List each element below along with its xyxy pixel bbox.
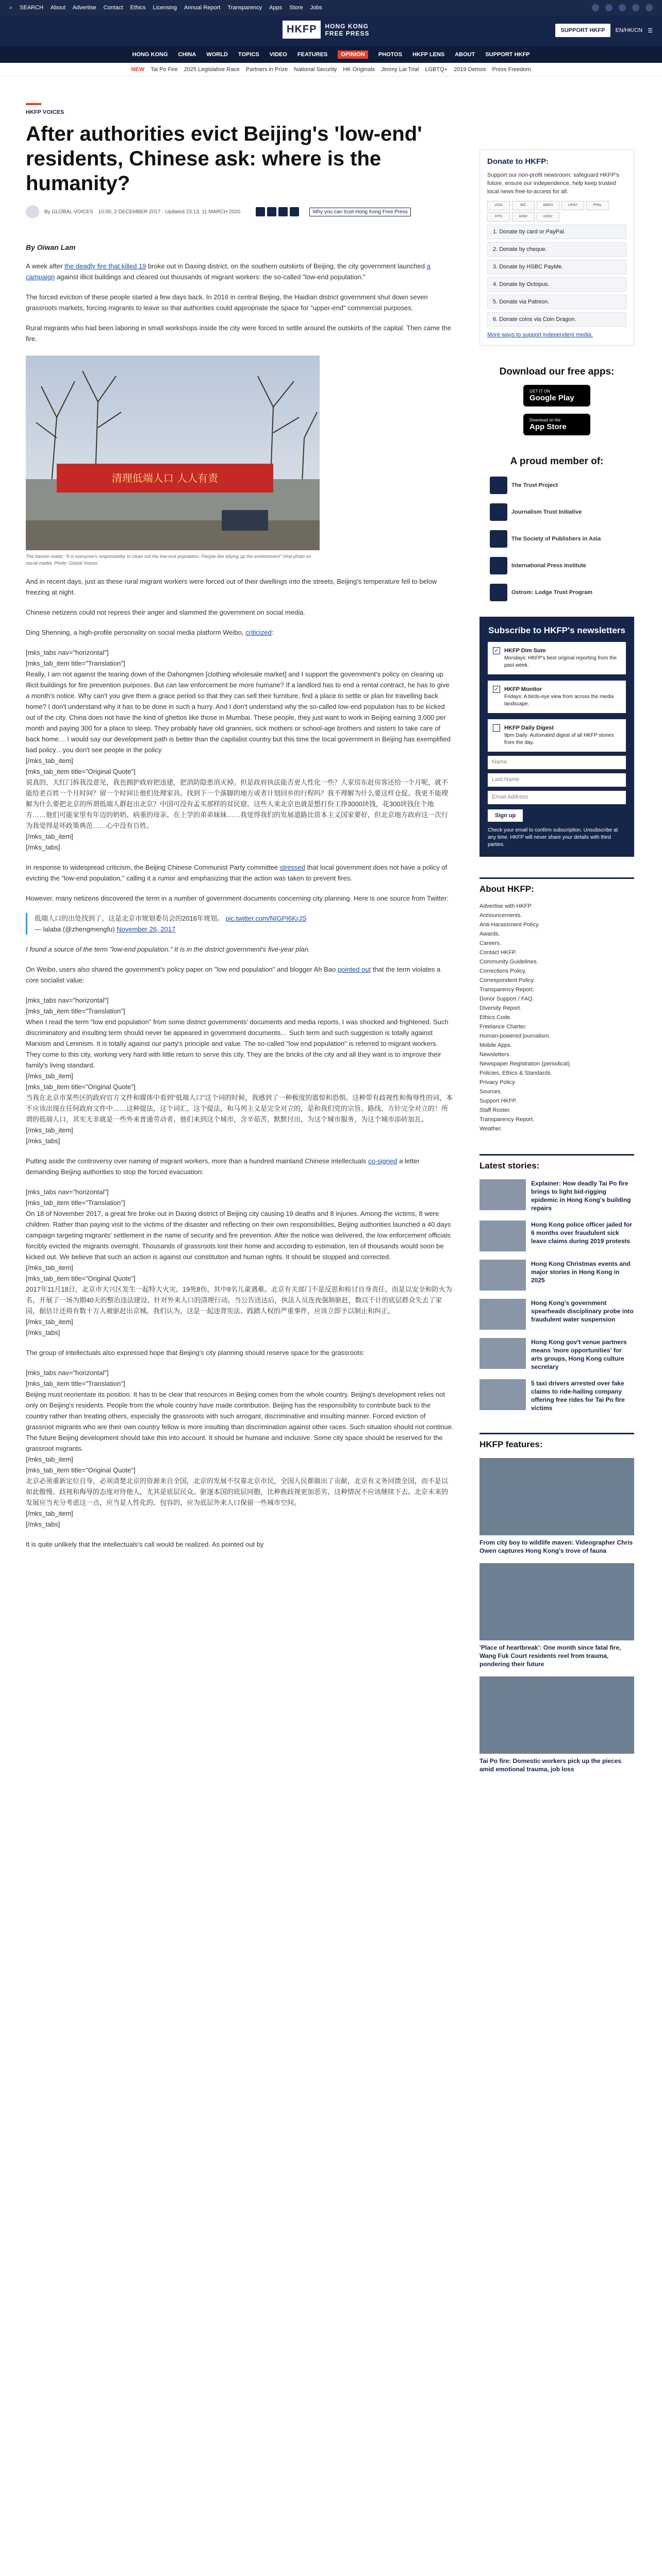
text: [/mks_tabs]	[26, 1137, 60, 1145]
text: [/mks_tab_item]	[26, 833, 73, 840]
text: [mks_tab_item title="Translation"]	[26, 1380, 125, 1387]
facebook-icon[interactable]	[592, 4, 599, 11]
about-link[interactable]: Anti-Harassment Policy.	[479, 922, 540, 928]
payment-cards	[487, 201, 626, 222]
story-title[interactable]: Hong Kong Christmas events and major stories in Hong Kong in 2025	[531, 1260, 631, 1284]
paragraph: The forced eviction of these people started a few days back. In 2016 in central Beijing, the Haidian district government shut down seven grassroots markets, forcing migrants to leave so that authorities could appropriate the space for "upper-end" commercial purposes.	[26, 293, 428, 312]
text: [/mks_tabs]	[26, 1329, 60, 1336]
text: [mks_tab_item title="Original Quote"]	[26, 1275, 136, 1282]
byline-author[interactable]: By GLOBAL VOICES	[44, 209, 93, 215]
jti-icon	[490, 503, 507, 521]
article	[26, 103, 454, 1550]
member-name: International Press Institute	[511, 563, 586, 569]
quote-original: 北京必须重新定位自身，必须清楚北京的资源来自全国，北京的发展不仅靠北京市民，全国人民都做出了贡献，北京有义务回馈全国，而不是以如此傲慢、歧视和侮辱的态度对待他人，尤其是底层民众。驱逐本国的底层同胞，比种族歧视更加恶劣，这种情况不应该继续下去。北京未来的发展应当充分考虑这一点，应当是人性化的、包容的，应为底层外来人口保留一些城市空间。	[26, 1477, 449, 1506]
donate-option[interactable]: 2. Donate by cheque.	[487, 242, 626, 257]
apple-pay-icon: APAY	[512, 212, 535, 222]
text: [/mks_tab_item]	[26, 1264, 73, 1272]
donate-option[interactable]: 1. Donate by card or PayPal.	[487, 225, 626, 239]
about-link[interactable]: Transparency Report.	[479, 1116, 534, 1123]
story-title[interactable]: 5 taxi drivers arrested over fake claims to ride-hailing company offering free rides for Tai Po fire victims	[531, 1380, 625, 1412]
byline-dates: 10:00, 2 DECEMBER 2017 · Updated 23:13, 11 MARCH 2020	[98, 209, 241, 215]
latest-story[interactable]	[479, 1379, 634, 1412]
text: [mks_tab_item title="Translation"]	[26, 659, 125, 667]
instagram-icon[interactable]	[619, 4, 626, 11]
newsletter-note: Check your email to confirm subscription. Unsubscribe at any time. HKFP will never share your details with third parties.	[488, 827, 618, 848]
story-title[interactable]: Hong Kong gov't venue partners means 'more opportunities' for arts groups, Hong Kong culture secretary	[531, 1338, 627, 1370]
text: [mks_tabs nav="horizontal"]	[26, 1188, 109, 1196]
trend-item[interactable]: 2019 Demos	[454, 66, 486, 73]
text: [/mks_tab_item]	[26, 1072, 73, 1080]
story-thumbnail[interactable]	[479, 1221, 526, 1251]
paragraph: However, many netizens discovered the term in a number of government documents concerning city planning. Here is one source from Twitter:	[26, 894, 449, 902]
top-link-apps[interactable]: Apps	[269, 5, 283, 11]
about-link[interactable]: Contact HKFP.	[479, 950, 517, 956]
top-link-store[interactable]: Store	[289, 5, 303, 11]
text: a letter demanding Beijing authorities to stop the forced evacuation:	[26, 1157, 420, 1176]
nav-support[interactable]: SUPPORT HKFP	[485, 52, 530, 58]
linkedin-icon[interactable]	[646, 4, 653, 11]
about-link[interactable]: Newspaper Registration (periodical).	[479, 1061, 571, 1067]
text: [mks_tab_item title="Translation"]	[26, 1007, 125, 1015]
feature-image[interactable]	[479, 1458, 634, 1535]
latest-story[interactable]	[479, 1338, 634, 1371]
story-title[interactable]: Hong Kong's government spearheads disciplinary probe into fraudulent water suspension	[531, 1299, 634, 1323]
language-switcher[interactable]: EN/HK/CN	[615, 27, 643, 33]
support-hkfp-button[interactable]: SUPPORT HKFP	[555, 24, 610, 37]
member-name: Journalism Trust Initiative	[511, 509, 582, 515]
about-link[interactable]: Advertise with HKFP.	[479, 903, 533, 909]
search-icon[interactable]: ⌕	[9, 4, 13, 11]
nl-name: HKFP Daily Digest	[504, 725, 554, 731]
appstore-line-2: App Store	[529, 422, 567, 431]
donate-option[interactable]: 6. Donate coins via Coin Dragon.	[487, 312, 626, 327]
member-jti[interactable]	[479, 503, 634, 521]
checkbox-checked[interactable]: ✓	[493, 647, 500, 654]
twitter-icon[interactable]	[605, 4, 613, 11]
top-link-about[interactable]: About	[51, 5, 65, 11]
new-label: NEW	[131, 66, 144, 73]
logo-text	[325, 23, 369, 37]
text: [/mks_tab_item]	[26, 757, 73, 765]
utility-bar	[0, 0, 662, 15]
top-link-annual-report[interactable]: Annual Report	[184, 5, 221, 11]
tweet-signature: — lalaba (@zhengmengfu)	[35, 925, 117, 933]
text: that local government does not have a policy of evicting the "low-end population," calling it a rumor and emphasizing that the action was taken to prevent fires.	[26, 863, 448, 882]
gplay-line-1: GET IT ON	[529, 389, 550, 394]
quote-original: 当我在北京市某些区的政府官方文件和媒体中看到"低端人口"这个词的时候，我感到了一种极度的震惊和恐惧。这种带有歧视性和侮辱性的词，本不应该出现在任何政府文件中……这种提法，这个词汇，这个提法，和马列主义是完全对立的，是和我们党的宗旨、路线、方针完全对立的！所谓的低端人口，其实无非就是一些外来普通劳动者，他们来到这个城市，含辛茹苦，默默付出，为这个城市服务，为这个城市添砖加瓦。	[26, 1094, 453, 1123]
donate-title: Donate to HKFP:	[487, 157, 549, 166]
about-link[interactable]: Weather.	[479, 1126, 502, 1132]
donate-text: Support our non-profit newsroom: safeguard HKFP's future, ensure our independence, help keep trusted local news free-to-access for all.	[487, 172, 619, 195]
text: [/mks_tab_item]	[26, 1510, 73, 1517]
nav-features[interactable]: FEATURES	[297, 52, 328, 58]
about-link[interactable]: Freelance Charter.	[479, 1024, 527, 1030]
member-title: A proud member of:	[510, 456, 604, 467]
paypal-icon: PPAL	[586, 201, 609, 210]
trend-item[interactable]: National Security	[294, 66, 337, 73]
latest-story[interactable]	[479, 1221, 634, 1251]
paragraph	[26, 1156, 454, 1177]
text: [/mks_tabs]	[26, 843, 60, 851]
about-link[interactable]: Staff Roster.	[479, 1107, 511, 1113]
about-link[interactable]: Correspondent Policy.	[479, 977, 535, 984]
article-body	[26, 261, 454, 1550]
member-name: Ostrom: Lodge Trust Program	[511, 589, 593, 596]
apps-title: Download our free apps:	[499, 366, 615, 377]
trend-item[interactable]: Tai Po Fire	[150, 66, 178, 73]
trend-item[interactable]: LGBTQ+	[425, 66, 448, 73]
visa-icon: VISA	[487, 201, 510, 210]
sidebar	[479, 149, 634, 1773]
nav-hong-kong[interactable]: HONG KONG	[132, 52, 168, 58]
share-facebook-icon[interactable]	[256, 207, 265, 216]
trend-item[interactable]: Jimmy Lai Trial	[381, 66, 419, 73]
nav-video[interactable]: VIDEO	[269, 52, 287, 58]
newsletter-option[interactable]	[488, 681, 626, 713]
text: [/mks_tab_item]	[26, 1318, 73, 1326]
paragraph	[26, 261, 454, 282]
feature-title[interactable]: 'Place of heartbreak': One month since fatal fire, Wang Fuk Court residents reel from trauma, pondering their future	[479, 1644, 621, 1668]
text: [mks_tab_item title="Original Quote"]	[26, 1466, 136, 1474]
sopa-icon	[490, 530, 507, 548]
logo-line-2: FREE PRESS	[325, 29, 370, 37]
campaign-link[interactable]: a campaign	[26, 262, 431, 281]
google-play-button[interactable]	[523, 385, 590, 406]
text: against illicit buildings and cleared out thousands of migrant workers: the so-called "low-end population."	[55, 273, 366, 281]
top-link-transparency[interactable]: Transparency	[227, 5, 262, 11]
feature-title[interactable]: From city boy to wildlife maven: Videographer Chris Owen captures Hong Kong's trove of fauna	[479, 1539, 633, 1554]
member-trust-project[interactable]	[479, 477, 634, 494]
tweet-translation: I found a source of the term "low-end population." It is in the district government's five-year plan.	[26, 945, 310, 953]
story-thumbnail[interactable]	[479, 1260, 526, 1291]
text: [/mks_tab_item]	[26, 1455, 73, 1463]
text: In response to widespread criticism, the Beijing Chinese Communist Party committee	[26, 863, 280, 871]
trust-project-icon	[490, 477, 507, 494]
about-link[interactable]: Mobile Apps.	[479, 1042, 512, 1048]
story-thumbnail[interactable]	[479, 1179, 526, 1210]
quote-translation: When I read the term "low end population" from some district governments' documents and media reports, I was shocked and frightened. Such discriminatory and insulting term should never be appeared in government documents… Such term and such suggestion is totally against Marxism and Leninism. It is totally against our party's principle and value. The so-called "low end population" is referred to migrant workers. They come to this city, working very hard with little return to serve this city. They are the bricks of the city and all they want is to improve their family's living standard.	[26, 1018, 449, 1069]
latest-story[interactable]	[479, 1179, 634, 1212]
site-logo[interactable]	[283, 21, 369, 39]
donate-option[interactable]: 3. Donate by HSBC PayMe.	[487, 260, 626, 274]
features-title: HKFP features:	[479, 1433, 634, 1450]
nav-about[interactable]: ABOUT	[455, 52, 475, 58]
newsletter-option[interactable]	[488, 642, 626, 674]
quote-translation: On 18 of November 2017, a great fire broke out in Daxing district of Beijing city causing 19 deaths and 8 injuries. Among the victims, 8 were children. Rather than paying visit to the victims of the disaster and reflecting on their own responsibilities, Beijing authorities launched a 40 days campaign targeting migrants' settlement in the name of security and fire prevention. After the notice was delivered, the low enforcement officials forcibly evicted the migrants overnight. Thousands of grassroots lost their home and according to estimation, ten of thousands would soon be kicked out. We believe that such an action is against our constitution and human rights. It should be stopped and corrected.	[26, 1210, 451, 1261]
site-header	[0, 15, 662, 46]
paragraph	[26, 862, 454, 884]
quote-original: 说真的，大红门拆我没意见，我也拥护政府把违建，把消防隐患消灭掉。但是政府执法能否更人性化一些？人家房东赶房客还给一个月呢，就不能给老百姓一个月时间？留一个时间让他们处理家具、找到下一个落脚的地方或者计划回乡的行程吗？我不理解为什么要这样仓促。我更不能理解为什么要把北京的所谓低端人群赶出北京？中国可没有孟买那样的贫民窟。这些人来北京也就是想打份工挣3000块钱，花300块钱住个地方……他们可能家里有年迈的奶奶、病重的母亲、在上学的弟弟妹妹……我觉得我们的发展道路比资本主义国家要好，但北京地方政府这一次行为我觉得是坏政策典范……心中没有百姓。	[26, 778, 449, 829]
about-link[interactable]: Ethics Code.	[479, 1014, 512, 1021]
story-thumbnail[interactable]	[479, 1299, 526, 1330]
donate-box	[479, 149, 634, 346]
menu-icon[interactable]: ☰	[648, 27, 653, 34]
nl-name: HKFP Monitor	[504, 686, 542, 692]
paragraph: And in recent days, just as these rural migrant workers were forced out of their dwellings into the streets, Beijing's temperature fell to below freezing at night.	[26, 578, 437, 596]
tweet-pic-link[interactable]: pic.twitter.com/NIGPI6KrJS	[225, 914, 307, 922]
member-name: The Society of Publishers in Asia	[511, 536, 601, 542]
text: Putting aside the controversy over naming of migrant workers, more than a hundred mainland Chinese intellectuals	[26, 1157, 369, 1165]
about-link[interactable]: Support HKFP.	[479, 1098, 517, 1104]
shortcode-tabs-3	[26, 1187, 454, 1338]
paragraph	[26, 627, 454, 638]
story-thumbnail[interactable]	[479, 1338, 526, 1369]
latest-story[interactable]	[479, 1299, 634, 1330]
story-thumbnail[interactable]	[479, 1379, 526, 1410]
author-avatar	[26, 205, 39, 218]
share-icons	[256, 207, 299, 216]
eviction-banner-photo	[26, 355, 320, 550]
embedded-tweet	[26, 913, 454, 935]
name-field[interactable]: Name	[488, 756, 626, 769]
feature-title[interactable]: Tai Po fire: Domestic workers pick up the pieces amid emotional trauma, job loss	[479, 1757, 622, 1773]
text: [/mks_tab_item]	[26, 1126, 73, 1134]
about-link[interactable]: Diversity Report.	[479, 1005, 522, 1011]
text: [mks_tabs nav="horizontal"]	[26, 1369, 109, 1377]
member-sopa[interactable]	[479, 530, 634, 548]
about-link[interactable]: Sources.	[479, 1089, 502, 1095]
quote-translation: Really, I am not against the tearing down of the Dahongmen [clothing wholesale market] and I support the government's policy on clearing up illicit buildings for fire prevention purposes. But can law enforcement be more humane? If a landlord has to end a rental contract, he has to give a month's notice. Why can't you give them a grace period so that they can sell their furniture, find a place to settle or plan for travelling back home? I don't understand why it has to be done in such a hurry. And I don't understand why the so-called low-end population has to be kicked out of the city. China does not have the kind of ghettos like those in Mumbai. These people, they just want to work in Beijing earning 3,000 per month and paying 300 for a place to sleep. They probably have old grannies, sick mothers or school-age brothers and sisters to take care of back home… I would say our development path is better than the capitalist country but this time the local government in Beijing has exemplified bad policy…you don't see people in the policy	[26, 670, 451, 754]
top-link-advertise[interactable]: Advertise	[72, 5, 96, 11]
story-title[interactable]: Explainer: How deadly Tai Po fire brings to light bid-rigging epidemic in Hong Kong's building repairs	[531, 1180, 631, 1212]
article-author: By Oiwan Lam	[26, 243, 76, 251]
paragraph: Chinese netizens could not repress their anger and slammed the government on social media.	[26, 608, 305, 616]
text: broke out in Daxing district, on the southern outskirts of Beijing, the city government launched	[146, 262, 427, 270]
tweet-date-link[interactable]: November 26, 2017	[117, 925, 176, 933]
article-photo[interactable]	[26, 355, 320, 550]
gplay-line-2: Google Play	[529, 394, 574, 402]
text: On Weibo, users also shared the government's policy paper on "low end population" and blogger Ah Bao	[26, 965, 338, 973]
about-link[interactable]: Awards.	[479, 931, 500, 937]
logo-line-1: HONG KONG	[325, 22, 369, 30]
trend-item[interactable]: Partners in Prize	[245, 66, 288, 73]
unionpay-icon: UPAY	[561, 201, 584, 210]
text: that the term violates a core socialist value:	[26, 965, 441, 984]
top-link-licensing[interactable]: Licensing	[153, 5, 177, 11]
fps-icon: FPS	[487, 212, 510, 222]
about-link[interactable]: Announcements.	[479, 912, 522, 919]
top-link-jobs[interactable]: Jobs	[310, 5, 322, 11]
stressed-link[interactable]: stressed	[279, 863, 305, 871]
youtube-icon[interactable]	[632, 4, 639, 11]
text: [mks_tab_item title="Original Quote"]	[26, 1083, 136, 1091]
member-ostrom[interactable]	[479, 584, 634, 601]
nl-desc: 9pm Daily: Automated digest of all HKFP stories from the day.	[504, 733, 614, 745]
text: A week after	[26, 262, 65, 270]
nl-name: HKFP Dim Sum	[504, 648, 546, 654]
tweet-text: 低端人口的出处找到了，这是北京市规划委员会的2016年规划。	[35, 914, 224, 922]
paragraph: It is quite unlikely that the intellectuals's call would be realized. As pointed out by	[26, 1540, 264, 1548]
text: Ding Shenning, a high-profile personality on social media platform Weibo,	[26, 629, 246, 636]
text: [mks_tab_item title="Translation"]	[26, 1199, 125, 1207]
quote-translation: Beijing must reorientate its position. It has to be clear that resources in Beijing comes from the whole country. Beijing's development relies not only on Beijing's residents. People from the whole country have made contribution. Beijing has the responsibility to contribute back to the country rather than treating others, especially the grassroots with such arrogant, discriminative and insulting manner. Forced eviction of grassroot migrants who are their own country fellow is more insulting than discrimination against other races. Such situation should not continue. The future Beijing development should take this into account. It should be humane and inclusive. Some city space should be reserved for the grassroot migrants.	[26, 1391, 454, 1452]
paragraph	[26, 964, 454, 986]
pointed-out-link[interactable]: pointed out	[337, 965, 371, 973]
about-list	[479, 902, 634, 1133]
donate-option[interactable]: 4. Donate by Octopus.	[487, 277, 626, 292]
newsletter-title: Subscribe to HKFP's newsletters	[488, 625, 625, 635]
share-email-icon[interactable]	[290, 207, 299, 216]
app-store-button[interactable]	[523, 414, 590, 435]
about-link[interactable]: Careers.	[479, 940, 502, 946]
nav-opinion[interactable]: OPINION	[338, 50, 368, 59]
latest-title: Latest stories:	[479, 1154, 634, 1171]
donate-option[interactable]: 5. Donate via Patreon.	[487, 295, 626, 309]
about-link[interactable]: Newsletters.	[479, 1052, 511, 1058]
share-whatsapp-icon[interactable]	[278, 207, 288, 216]
article-category[interactable]: HKFP VOICES	[26, 109, 64, 115]
byline	[26, 205, 454, 218]
about-link[interactable]: Privacy Policy.	[479, 1079, 516, 1086]
last-name-field[interactable]: Last Name	[488, 773, 626, 787]
member-ipi[interactable]	[479, 557, 634, 574]
more-ways-link[interactable]: More ways to support independent media.	[487, 332, 593, 338]
mastercard-icon: MC	[512, 201, 535, 210]
text: [mks_tabs nav="horizontal"]	[26, 649, 109, 656]
top-link-ethics[interactable]: Ethics	[130, 5, 146, 11]
about-link[interactable]: Donor Support / FAQ.	[479, 996, 534, 1002]
trend-item[interactable]: 2025 Legislative Race	[184, 66, 240, 73]
fire-link[interactable]: the deadly fire that killed 19	[64, 262, 146, 270]
nav-hkfp-lens[interactable]: HKFP LENS	[412, 52, 445, 58]
trend-item[interactable]: HK Originals	[343, 66, 375, 73]
feature-image[interactable]	[479, 1676, 634, 1754]
paragraph: The group of intellectuals also expressed hope that Beijing's city planning should reserve space for the grassroots:	[26, 1349, 365, 1357]
quote-original: 2017年11月18日，北京市大兴区发生一起特大火灾，19死8伤，其中8名儿童遇难。北京有关部门不是反思和检讨自身责任，而是以安全和防火为名，开展了一场为期40天的整治违法建设、针对外来人口的清理行动。当公告送达后，执法人员连夜强制驱赶，数以千计的底层群众失去了家园，据估计还将有数十万人被驱赶出京城。我们认为，这是一起违背宪法、践踏人权的严重事件，应该立即予以制止和纠正。	[26, 1285, 452, 1315]
shortcode-tabs-open	[26, 647, 454, 853]
shortcode-tabs-4	[26, 1367, 454, 1530]
checkbox-checked[interactable]: ✓	[493, 686, 500, 693]
category-accent	[26, 103, 41, 105]
nav-china[interactable]: CHINA	[178, 52, 196, 58]
main-nav	[0, 46, 662, 63]
trend-item[interactable]: Press Freedom	[492, 66, 531, 73]
svg-text:清理低端人口 人人有责: 清理低端人口 人人有责	[111, 472, 219, 484]
about-link[interactable]: Community Guidelines.	[479, 959, 538, 965]
logo-mark: HKFP	[283, 21, 321, 39]
about-link[interactable]: Policies, Ethics & Standards.	[479, 1070, 552, 1076]
checkbox[interactable]	[493, 724, 500, 732]
ostrom-icon	[490, 584, 507, 601]
photo-caption: The banner reads: "It is everyone's responsibility to clean out the low-end population. People like tidying up the environment" Viral photo on social media. Photo: Global Voices.	[26, 554, 311, 566]
trending-bar	[0, 63, 662, 76]
article-title: After authorities evict Beijing's 'low-end' residents, Chinese ask: where is the humanity?	[26, 123, 422, 195]
about-link[interactable]: Transparency Report.	[479, 987, 534, 993]
newsletter-box	[479, 617, 634, 857]
nav-photos[interactable]: PHOTOS	[378, 52, 403, 58]
about-title: About HKFP:	[479, 877, 634, 894]
nav-world[interactable]: WORLD	[206, 52, 228, 58]
text: [mks_tab_item title="Original Quote"]	[26, 768, 136, 775]
about-link[interactable]: Human-powered journalism.	[479, 1033, 551, 1039]
latest-story[interactable]	[479, 1260, 634, 1291]
story-title[interactable]: Hong Kong police officer jailed for 6 months over fraudulent sick leave claims during 2019 protests	[531, 1221, 633, 1245]
nav-topics[interactable]: TOPICS	[238, 52, 259, 58]
text: :	[271, 629, 274, 636]
member-name: The Trust Project	[511, 482, 558, 488]
nl-desc: Mondays: HKFP's best original reporting from the past week.	[504, 655, 617, 668]
newsletter-option[interactable]	[488, 719, 626, 752]
why-trust-link[interactable]: Why you can trust Hong Kong Free Press	[309, 208, 411, 216]
share-twitter-icon[interactable]	[267, 207, 276, 216]
criticized-link[interactable]: criticized	[245, 629, 272, 636]
ipi-icon	[490, 557, 507, 574]
sign-up-button[interactable]: Sign up	[488, 809, 523, 822]
search-link[interactable]: SEARCH	[20, 5, 44, 11]
text: [/mks_tabs]	[26, 1520, 60, 1528]
email-field[interactable]: Email Address	[488, 791, 626, 804]
amex-icon: AMEX	[537, 201, 559, 210]
about-link[interactable]: Corrections Policy.	[479, 968, 526, 974]
google-pay-icon: GPAY	[537, 212, 559, 222]
top-link-contact[interactable]: Contact	[103, 5, 123, 11]
shortcode-tabs-2	[26, 995, 454, 1146]
text: [mks_tabs nav="horizontal"]	[26, 996, 109, 1004]
paragraph: Rural migrants who had been laboring in small workshops inside the city were forced to settle around the outskirts of the capital. Then came the fire.	[26, 324, 451, 343]
nl-desc: Fridays: A birds-eye view from across the media landscape.	[504, 694, 614, 707]
appstore-line-1: Download on the	[529, 418, 561, 422]
feature-image[interactable]	[479, 1563, 634, 1640]
co-signed-link[interactable]: co-signed	[368, 1157, 398, 1165]
